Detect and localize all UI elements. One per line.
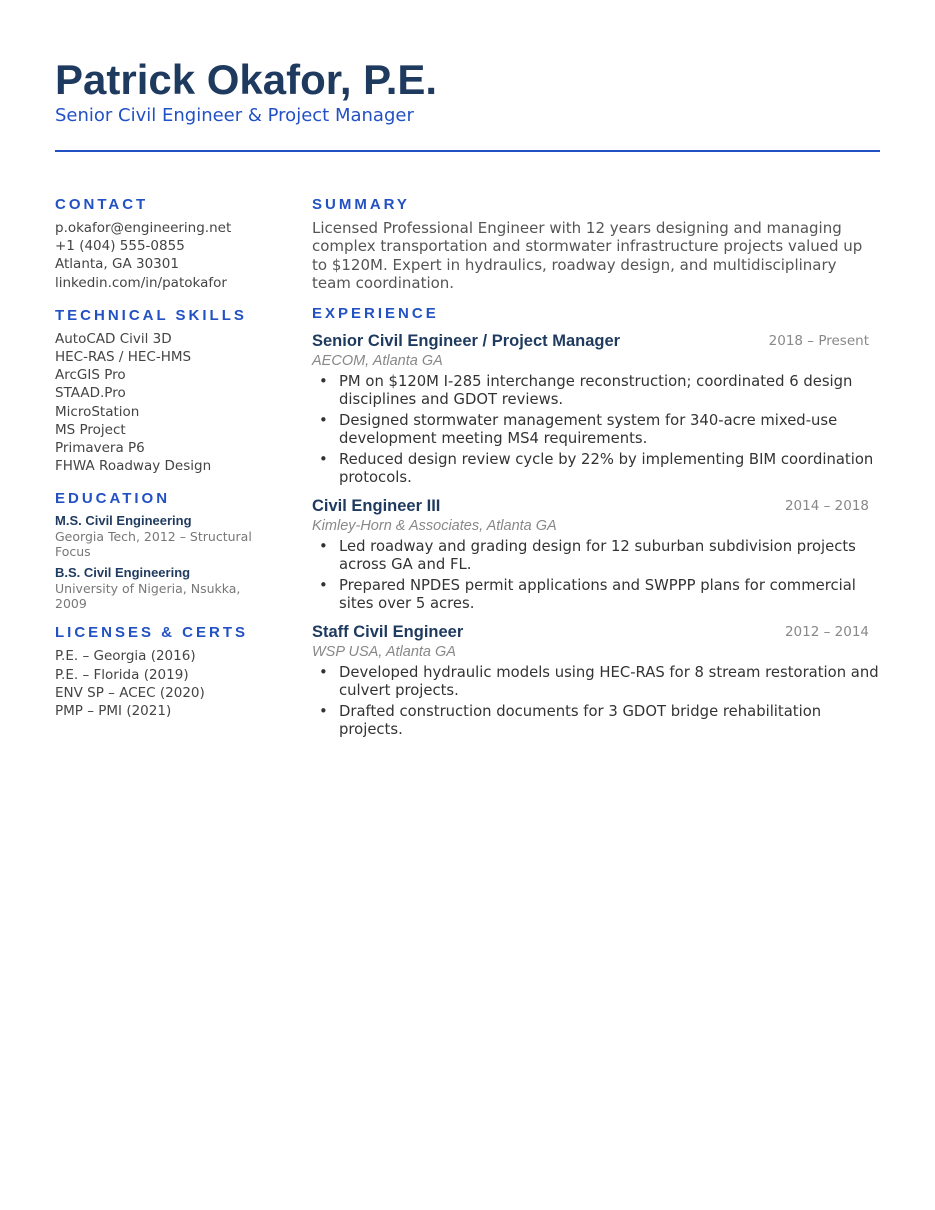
- experience-heading: EXPERIENCE: [312, 305, 439, 323]
- resume-header: [55, 56, 880, 128]
- skill-item: ArcGIS Pro: [55, 367, 126, 384]
- contact-linkedin: linkedin.com/in/patokafor: [55, 274, 227, 291]
- sidebar: [55, 195, 275, 734]
- skill-item: MicroStation: [55, 403, 140, 420]
- skill-item: AutoCAD Civil 3D: [55, 330, 172, 347]
- main-column: [312, 195, 880, 747]
- skill-item: HEC-RAS / HEC-HMS: [55, 349, 192, 366]
- skills-section: [55, 306, 275, 476]
- job-entry: [312, 495, 880, 613]
- job-role: Senior Civil Engineer / Project Manager: [312, 332, 621, 351]
- contact-location: Atlanta, GA 30301: [55, 256, 179, 273]
- license-item: P.E. – Florida (2019): [55, 666, 189, 683]
- job-bullet-text: Designed stormwater management system for 340-acre mixed-use development meeting MS4 requirements.: [339, 412, 838, 448]
- job-dates: 2018 – Present: [768, 333, 869, 350]
- job-bullet: [312, 664, 880, 700]
- job-entry: [312, 621, 880, 739]
- job-role: Civil Engineer III: [312, 497, 441, 516]
- license-item: P.E. – Georgia (2016): [55, 648, 196, 665]
- education-degree: M.S. Civil Engineering: [55, 513, 192, 529]
- job-bullet-text: Drafted construction documents for 3 GDOT bridge rehabilitation projects.: [339, 703, 822, 739]
- bullet-icon: •: [319, 664, 328, 682]
- job-bullet: [312, 577, 880, 613]
- skill-item: FHWA Roadway Design: [55, 458, 212, 475]
- candidate-title: Senior Civil Engineer & Project Manager: [55, 105, 414, 126]
- skill-item: Primavera P6: [55, 440, 145, 457]
- header-divider: [55, 150, 880, 152]
- contact-heading: CONTACT: [55, 196, 149, 213]
- bullet-icon: •: [319, 703, 328, 721]
- summary-text: Licensed Professional Engineer with 12 years designing and managing complex transportation and stormwater infrastructure projects valued up to $120M. Expert in hydraulics, roadway design, and multidisciplinary team coordination.: [312, 219, 863, 292]
- license-item: ENV SP – ACEC (2020): [55, 684, 205, 701]
- education-detail: Georgia Tech, 2012 – Structural Focus: [55, 529, 252, 560]
- skill-item: STAAD.Pro: [55, 385, 126, 402]
- license-item: PMP – PMI (2021): [55, 703, 172, 720]
- education-degree: B.S. Civil Engineering: [55, 565, 191, 581]
- job-bullet: [312, 703, 880, 739]
- job-bullet: [312, 373, 880, 409]
- job-company: WSP USA, Atlanta GA: [312, 644, 456, 661]
- job-role: Staff Civil Engineer: [312, 623, 464, 642]
- summary-heading: SUMMARY: [312, 196, 410, 213]
- job-entry: [312, 330, 880, 487]
- job-bullet: [312, 538, 880, 574]
- bullet-icon: •: [319, 451, 328, 469]
- job-bullet-text: Reduced design review cycle by 22% by implementing BIM coordination protocols.: [339, 451, 874, 487]
- job-bullet: [312, 451, 880, 487]
- job-bullet-text: PM on $120M I-285 interchange reconstruction; coordinated 6 design disciplines and GDOT reviews.: [339, 373, 853, 409]
- job-company: Kimley-Horn & Associates, Atlanta GA: [312, 518, 557, 535]
- candidate-name: Patrick Okafor, P.E.: [55, 56, 438, 103]
- job-dates: 2014 – 2018: [784, 498, 869, 515]
- skill-item: MS Project: [55, 421, 126, 438]
- job-bullet-text: Led roadway and grading design for 12 suburban subdivision projects across GA and FL.: [339, 538, 856, 574]
- job-bullet-text: Prepared NPDES permit applications and SWPPP plans for commercial sites over 5 acres.: [339, 577, 856, 613]
- contact-phone: +1 (404) 555-0855: [55, 238, 185, 255]
- summary-section: [312, 195, 880, 292]
- job-bullet-text: Developed hydraulic models using HEC-RAS for 8 stream restoration and culvert projects.: [339, 664, 879, 700]
- bullet-icon: •: [319, 538, 328, 556]
- licenses-heading: LICENSES & CERTS: [55, 624, 249, 642]
- job-bullet: [312, 412, 880, 448]
- skills-heading: TECHNICAL SKILLS: [55, 306, 247, 324]
- job-company: AECOM, Atlanta GA: [312, 353, 443, 370]
- education-detail: University of Nigeria, Nsukka, 2009: [55, 581, 241, 612]
- contact-section: [55, 195, 275, 292]
- education-heading: EDUCATION: [55, 490, 171, 508]
- job-dates: 2012 – 2014: [784, 624, 869, 641]
- contact-email: p.okafor@engineering.net: [55, 220, 232, 236]
- bullet-icon: •: [319, 412, 328, 430]
- experience-section: [312, 304, 880, 739]
- education-section: [55, 489, 275, 611]
- bullet-icon: •: [319, 577, 328, 595]
- licenses-section: [55, 623, 275, 720]
- bullet-icon: •: [319, 373, 328, 391]
